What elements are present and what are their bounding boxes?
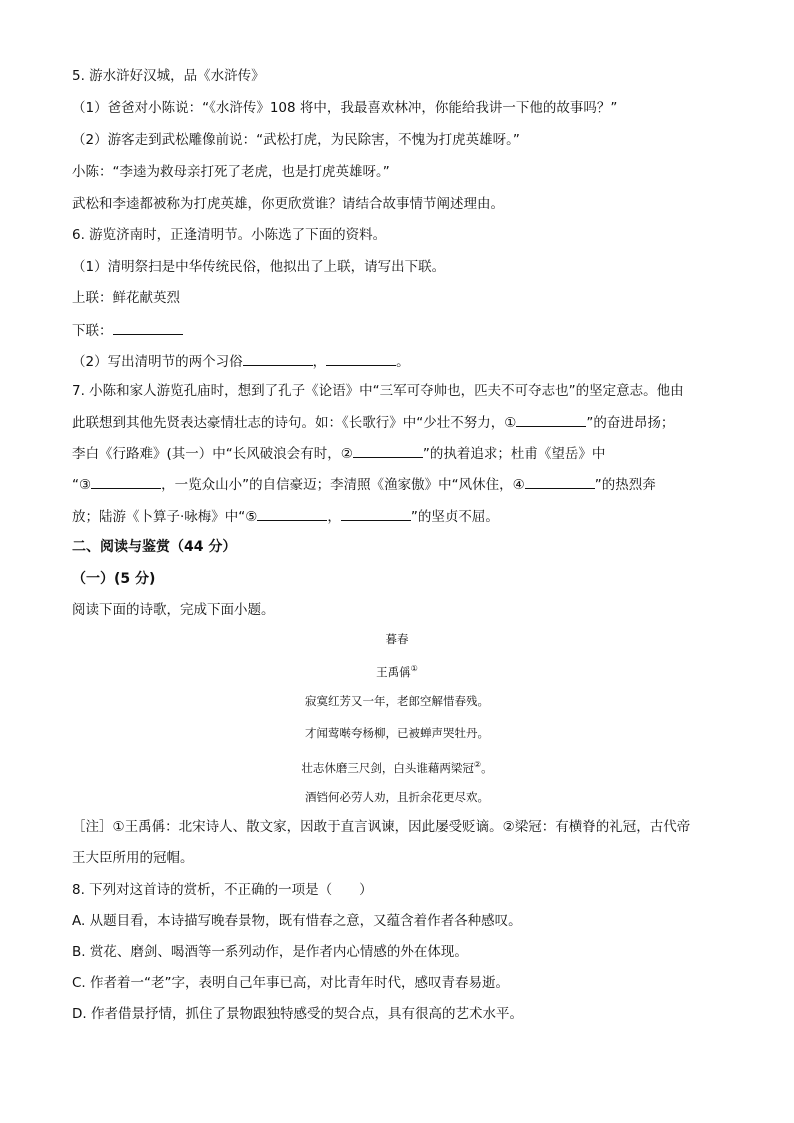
q7-blank-1[interactable] (516, 412, 586, 427)
poem-line-2: 才闻莺啭夸杨柳，已被蝉声哭牡丹。 (305, 726, 489, 740)
q6-xialian (72, 320, 183, 341)
custom-blank-1[interactable] (243, 351, 313, 366)
q7-blank-2[interactable] (353, 443, 423, 458)
xialian-blank[interactable] (113, 320, 183, 335)
q7-l5-end: ”的坚贞不屈。 (410, 509, 499, 525)
q7-l4-end: ”的热烈奔 (594, 477, 656, 493)
q7-l4-start: “③ (72, 477, 92, 493)
q8-option-c[interactable]: C. 作者着一“老”字，表明自己年事已高，对比青年时代，感叹青春易逝。 (72, 975, 509, 991)
q8-option-a[interactable]: A. 从题目看，本诗描写晚春景物，既有惜春之意，又蕴含着作者各种感叹。 (72, 913, 522, 929)
poem-line-4: 酒铛何必劳人劝，且折余花更尽欢。 (305, 790, 489, 804)
section2-intro: 阅读下面的诗歌，完成下面小题。 (72, 602, 275, 618)
q7-line5 (72, 506, 499, 527)
q6-part1: （1）清明祭扫是中华传统民俗，他拟出了上联，请写出下联。 (72, 259, 446, 275)
poem-line-3 (0, 756, 794, 777)
poem-note-line2: 王大臣所用的冠帽。 (72, 850, 194, 866)
q7-l4-mid: ，一览众山小”的自信豪迈；李清照《渔家傲》中“风休住，④ (161, 477, 525, 493)
q8-stem: 8. 下列对这首诗的赏析，不正确的一项是（ ） (72, 882, 373, 898)
xialian-label: 下联： (72, 323, 113, 339)
q7-blank-3[interactable] (91, 474, 161, 489)
q7-l3-end: ”的执着追求；杜甫《望岳》中 (422, 446, 606, 462)
q7-blank-4[interactable] (525, 474, 595, 489)
q6-shanglian: 上联：鲜花献英烈 (72, 290, 180, 306)
poem-line-3-end: 。 (481, 760, 493, 775)
q7-l3-text: 李白《行路难》(其一）中“长风破浪会有时，② (72, 446, 353, 462)
q6-part2 (72, 351, 410, 372)
poem-note-line1: ［注］①王禹偁：北宋诗人、散文家，因敢于直言讽谏，因此屡受贬谪。②梁冠：有横脊的礼冠，古代帝 (72, 819, 691, 835)
period: 。 (396, 354, 410, 370)
line3-footnote-mark: ② (473, 760, 482, 769)
author-footnote-mark: ① (410, 664, 418, 673)
q7-line4 (72, 474, 656, 495)
poem-author (0, 660, 794, 681)
q5-question: 武松和李逵都被称为打虎英雄，你更欣赏谁？请结合故事情节阐述理由。 (72, 196, 504, 212)
q5-part2: （2）游客走到武松雕像前说：“武松打虎，为民除害，不愧为打虎英雄呀。” (72, 132, 520, 148)
q5-part3: 小陈：“李逵为救母亲打死了老虎，也是打虎英雄呀。” (72, 164, 390, 180)
q7-line3 (72, 443, 605, 464)
q7-l2-text: 此联想到其他先贤表达豪情壮志的诗句。如：《长歌行》中“少壮不努力，① (72, 415, 517, 431)
q7-line1: 7. 小陈和家人游览孔庙时，想到了孔子《论语》中“三军可夺帅也，匹夫不可夺志也”的坚定意志。他由 (72, 383, 684, 399)
poem-line-1: 寂寞红芳又一年，老郎空解惜春残。 (305, 694, 489, 708)
poem-title: 暮春 (385, 632, 409, 646)
q7-line2 (72, 412, 674, 433)
q7-l5-start: 放；陆游《卜算子·咏梅》中“⑤ (72, 509, 258, 525)
q7-blank-5a[interactable] (257, 506, 327, 521)
poem-author-name: 王禹偁 (376, 664, 411, 679)
q7-blank-5b[interactable] (341, 506, 411, 521)
section2-title: 二、阅读与鉴赏（44 分） (72, 539, 237, 555)
q8-option-d[interactable]: D. 作者借景抒情，抓住了景物跟独特感受的契合点，具有很高的艺术水平。 (72, 1006, 523, 1022)
comma: ， (312, 354, 327, 370)
q5-title: 5. 游水浒好汉城，品《水浒传》 (72, 68, 265, 84)
q7-l2-end: ”的奋进昂扬； (586, 415, 675, 431)
q5-part1: （1）爸爸对小陈说：“《水浒传》108 将中，我最喜欢林冲，你能给我讲一下他的故事吗？” (72, 100, 618, 116)
poem-line-3-text: 壮志休磨三尺剑，白头谁藉两梁冠 (301, 760, 474, 775)
q6-title: 6. 游览济南时，正逢清明节。小陈选了下面的资料。 (72, 227, 387, 243)
section2-subtitle: （一）(5 分) (72, 571, 156, 587)
custom-label: （2）写出清明节的两个习俗 (72, 354, 243, 370)
custom-blank-2[interactable] (326, 351, 396, 366)
q8-option-b[interactable]: B. 赏花、磨剑、喝酒等一系列动作，是作者内心情感的外在体现。 (72, 944, 468, 960)
q7-l5-comma: ， (327, 509, 341, 525)
